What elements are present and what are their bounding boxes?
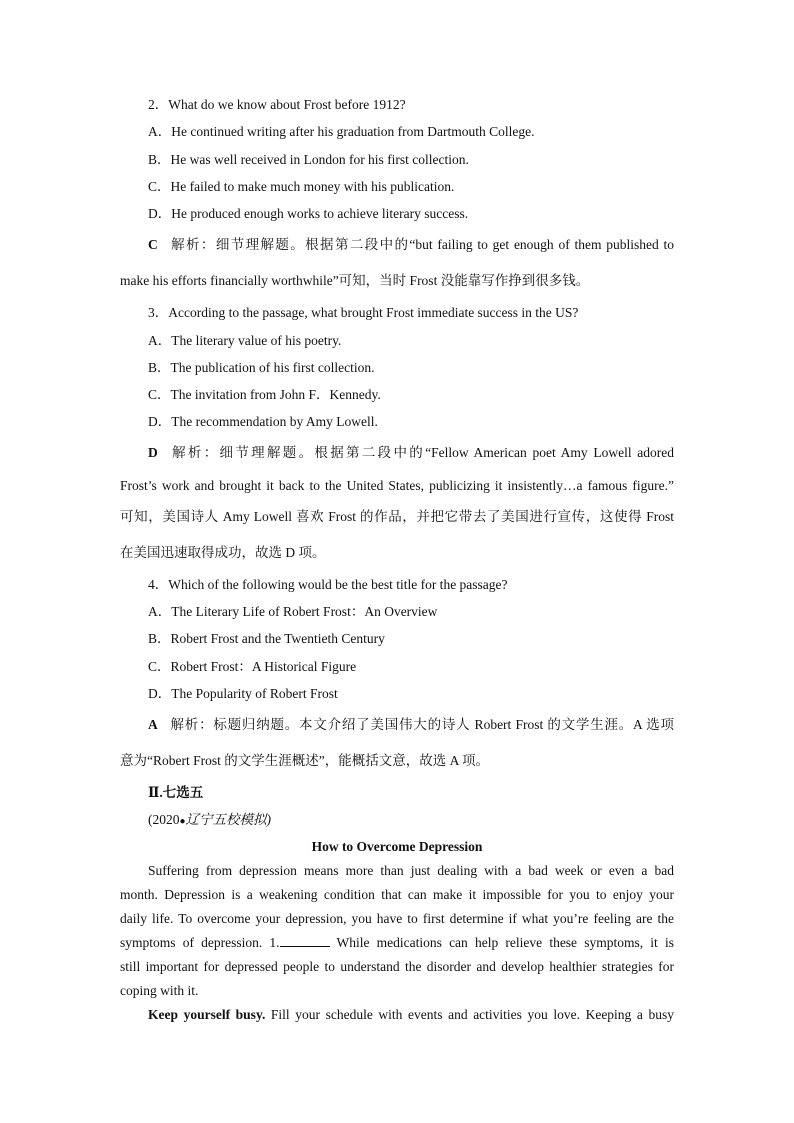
q2-option-a: A．He continued writing after his graduation from Dartmouth College.: [148, 124, 535, 139]
q3-option-d: D．The recommendation by Amy Lowell.: [148, 414, 378, 429]
q4-option-c: C．Robert Frost：A Historical Figure: [148, 659, 357, 674]
q2-option-b: B．He was well received in London for his first collection.: [148, 152, 469, 167]
passage-title: How to Overcome Depression: [311, 839, 483, 854]
q3-question: 3．According to the passage, what brought Frost immediate success in the US?: [148, 305, 579, 320]
q4-explanation-line2: 意为“Robert Frost 的文学生涯概述”，能概括文意，故选 A 项。: [120, 753, 489, 768]
q3-explanation-line2: Frost’s work and brought it back to the United States, publicizing it insistently…a famous figure.”: [120, 478, 674, 493]
passage-p1-line4: symptoms of depression. 1. While medications can help relieve these symptoms, it is: [120, 935, 674, 950]
passage-p1-line3: daily life. To overcome your depression, you have to first determine if what you’re feeling are the: [120, 911, 674, 926]
q4-explanation-line1: A 解析：标题归纳题。本文介绍了美国伟大的诗人 Robert Frost 的文学生涯。A 选项: [148, 717, 674, 732]
q2-question: 2．What do we know about Frost before 1912?: [148, 97, 406, 112]
bullet-icon: ●: [179, 816, 186, 827]
section-source: (2020●辽宁五校模拟): [148, 812, 272, 827]
q3-option-a: A．The literary value of his poetry.: [148, 333, 342, 348]
q4-question: 4．Which of the following would be the best title for the passage?: [148, 577, 508, 592]
q3-answer: D: [148, 445, 158, 460]
passage-p1-line2: month. Depression is a weakening condition that can make it impossible for you to enjoy your: [120, 887, 674, 902]
q3-explanation-line4: 在美国迅速取得成功，故选 D 项。: [120, 545, 326, 560]
q3-explanation-line1: D 解析：细节理解题。根据第二段中的“Fellow American poet Amy Lowell adored: [148, 445, 674, 460]
p2-lead: Keep yourself busy.: [148, 1007, 266, 1022]
q4-option-a: A．The Literary Life of Robert Frost：An Overview: [148, 604, 438, 619]
answer-blank-1: [280, 934, 330, 947]
passage-p1-line1: Suffering from depression means more than just dealing with a bad week or even a bad: [148, 863, 674, 878]
q2-explanation-line1: C 解析：细节理解题。根据第二段中的“but failing to get enough of them published to: [148, 237, 674, 252]
q2-option-c: C．He failed to make much money with his publication.: [148, 179, 455, 194]
passage-p2-line1: Keep yourself busy. Fill your schedule with events and activities you love. Keeping a busy: [148, 1007, 674, 1022]
q4-option-d: D．The Popularity of Robert Frost: [148, 686, 338, 701]
q4-answer: A: [148, 717, 158, 732]
q2-explanation-line2: make his efforts financially worthwhile”可知，当时 Frost 没能靠写作挣到很多钱。: [120, 273, 590, 288]
q2-option-d: D．He produced enough works to achieve literary success.: [148, 206, 469, 221]
passage-p1-line5: still important for depressed people to understand the disorder and develop healthier strategies for: [120, 959, 674, 974]
q3-option-c: C．The invitation from John F．Kennedy.: [148, 387, 381, 402]
q3-explanation-line3: 可知，美国诗人 Amy Lowell 喜欢 Frost 的作品，并把它带去了美国进行宣传，这使得 Frost: [120, 509, 674, 524]
q2-answer: C: [148, 237, 158, 252]
passage-p1-line6: coping with it.: [120, 983, 199, 998]
section-heading: Ⅱ.七选五: [148, 785, 204, 800]
q4-option-b: B．Robert Frost and the Twentieth Century: [148, 631, 385, 646]
q3-option-b: B．The publication of his first collection.: [148, 360, 375, 375]
